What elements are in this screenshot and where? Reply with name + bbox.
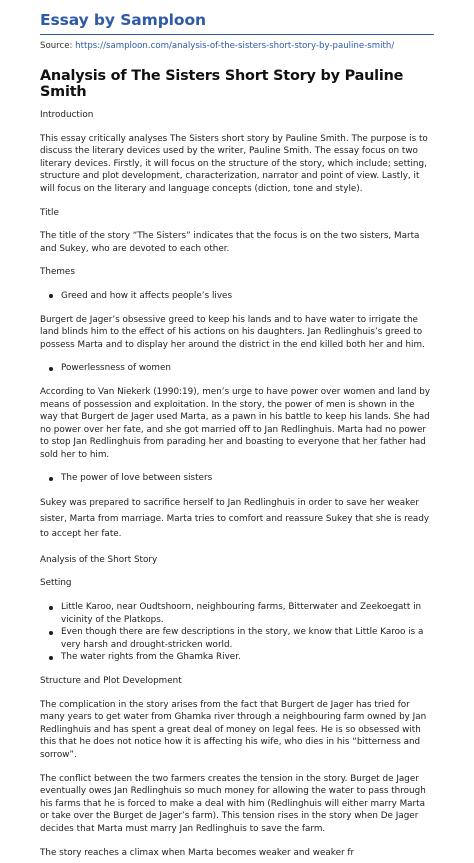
setting-heading: Setting — [40, 578, 72, 589]
source-link[interactable]: https://samploon.com/analysis-of-the-sisters-short-story-by-pauline-smith/ — [75, 41, 395, 51]
source-label: Source: — [40, 41, 73, 51]
structure-paragraph-3: The story reaches a climax when Marta becomes weaker and weaker fr — [40, 847, 355, 858]
theme3-list — [40, 472, 434, 485]
analysis-heading: Analysis of the Short Story — [40, 554, 158, 565]
theme3-item: The power of love between sisters — [40, 472, 434, 485]
title-paragraph: The title of the story “The Sisters” indicates that the focus is on the two sisters, Marta and Sukey, who are devoted to each other. — [40, 231, 420, 254]
structure-paragraph-2: The conflict between the two farmers creates the tension in the story. Burget de Jager eventually owes Jan Redlinghuis so much money for allowing the water to pass through his farms that he is forced to make a deal with him (Redlinghuis will either marry Marta or take over the Burget de Jager’s farm). This tension rises in the story when De Jager decides that Marta must marry Jan Redlinghuis to save the farm. — [40, 773, 426, 834]
theme1-item: Greed and how it affects people’s lives — [40, 290, 434, 303]
intro-paragraph: This essay critically analyses The Sisters short story by Pauline Smith. The purpose is to discuss the literary devices used by the writer, Pauline Smith. The essay focus on two literary devices. Firstly, it will focus on the structure of the story, which include; setting, structure and plot development, characterization, narrator and point of view. Lastly, it will focus on the literary and language concepts (diction, tone and style). — [40, 133, 428, 194]
theme2-list — [40, 362, 434, 375]
structure-paragraph-1: The complication in the story arises from the fact that Burgert de Jager has tried for many years to get water from Ghamka river through a neighbouring farm owned by Jan Redlinghuis and has spent a great deal of money on legal fees. He is so obsessed with this that he does not notice how it is affecting his wife, who dies in his “bitterness and sorrow”. — [40, 699, 427, 760]
setting-item: The water rights from the Ghamka River. — [40, 651, 434, 664]
theme2-item: Powerlessness of women — [40, 362, 434, 375]
setting-item: Even though there are few descriptions in the story, we know that Little Karoo is a very harsh and drought-stricken world. — [40, 626, 434, 651]
theme2-paragraph: According to Van Niekerk (1990:19), men’s urge to have power over women and land by means of possession and exploitation. In the story, the power of men is shown in the way that Burgert de Jager used Marta, as a pawn in his battle to keep his lands. She had no power over her fate, and she got married off to Jan Redlinghuis. Marta had no power to stop Jan Redlinghuis from parading her and boasting to everyone that her father had sold her to him. — [40, 386, 431, 460]
theme1-paragraph: Burgert de Jager’s obsessive greed to keep his lands and to have water to irrigate the land blinds him to the effect of his actions on his daughters. Jan Redlinghuis’s greed to possess Marta and to display her around the district in the end killed both her and him. — [40, 314, 425, 350]
intro-heading: Introduction — [40, 110, 94, 120]
structure-heading: Structure and Plot Development — [40, 676, 182, 686]
themes-heading: Themes — [40, 267, 75, 278]
header-divider — [40, 34, 434, 35]
setting-list — [40, 601, 434, 664]
page-title: Analysis of The Sisters Short Story by Pauline Smith — [40, 68, 404, 100]
source-line — [40, 41, 434, 57]
brand-title: Essay by Samploon — [40, 11, 206, 29]
title-heading: Title — [40, 207, 59, 218]
theme1-list — [40, 290, 434, 303]
setting-item: Little Karoo, near Oudtshoorn, neighbouring farms, Bitterwater and Zeekoegatt in vicinity of the Platkops. — [40, 601, 434, 626]
theme3-paragraph: Sukey was prepared to sacrifice herself to Jan Redlinghuis in order to save her weaker sister, Marta from marriage. Marta tries to comfort and reassure Sukey that she is ready to accept her fate. — [40, 498, 430, 540]
